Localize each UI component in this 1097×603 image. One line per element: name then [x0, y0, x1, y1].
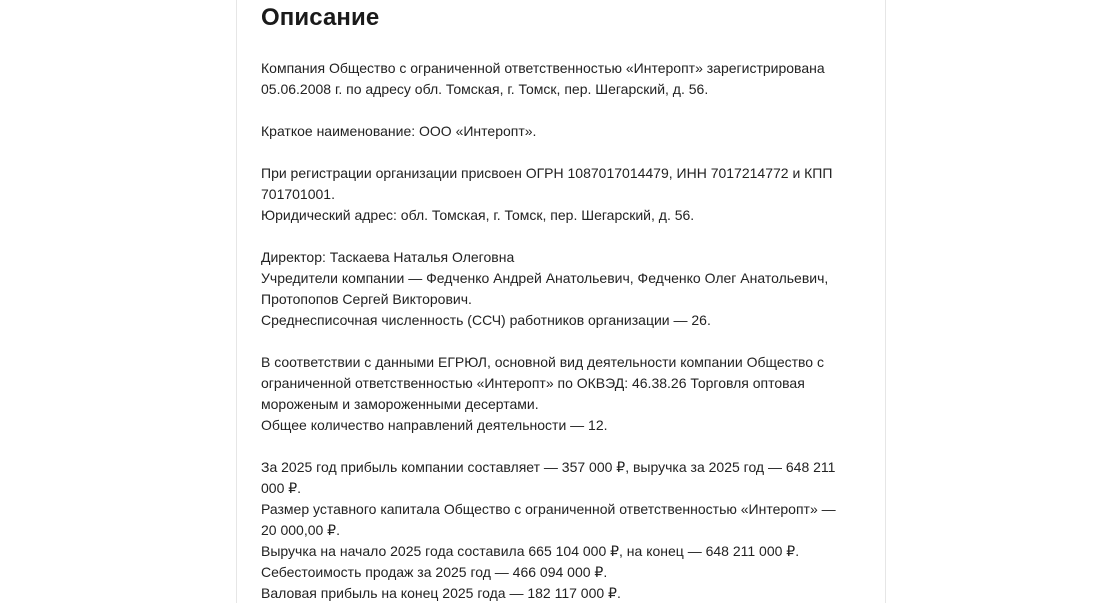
text-line: Учредители компании — Федченко Андрей Анатольевич, Федченко Олег Анатольевич, Протопопов Сергей Викторович.: [261, 270, 829, 307]
text-line: Общее количество направлений деятельности — 12.: [261, 417, 608, 433]
text-line: За 2025 год прибыль компании составляет — 357 000 ₽, выручка за 2025 год — 648 211 000 ₽.: [261, 459, 836, 496]
text-line: Размер уставного капитала Общество с ограниченной ответственностью «Интеропт» — 20 000,00 ₽.: [261, 501, 836, 538]
text-line: Валовая прибыль на конец 2025 года — 182 117 000 ₽.: [261, 585, 621, 601]
paragraph-activity: [261, 352, 851, 436]
text-line: Краткое наименование: ООО «Интеропт».: [261, 123, 537, 139]
paragraph-management: [261, 247, 851, 331]
description-content: [261, 2, 851, 603]
paragraph-identifiers: [261, 163, 851, 226]
text-line: Юридический адрес: обл. Томская, г. Томск, пер. Шегарский, д. 56.: [261, 207, 695, 223]
section-title: Описание: [261, 4, 380, 31]
text-line: Компания Общество с ограниченной ответственностью «Интеропт» зарегистрирована 05.06.2008 г. по адресу обл. Томская, г. Томск, пер. Шегарский, д. 56.: [261, 60, 825, 97]
text-line: При регистрации организации присвоен ОГРН 1087017014479, ИНН 7017214772 и КПП 701701001.: [261, 165, 833, 202]
text-line: Среднесписочная численность (ССЧ) работников организации — 26.: [261, 312, 711, 328]
paragraph-financials: [261, 457, 851, 603]
paragraph-short-name: [261, 121, 851, 142]
description-card: [236, 0, 886, 603]
text-line: Директор: Таскаева Наталья Олеговна: [261, 249, 515, 265]
text-line: Себестоимость продаж за 2025 год — 466 094 000 ₽.: [261, 564, 608, 580]
paragraph-registration: [261, 58, 851, 100]
text-line: Выручка на начало 2025 года составила 665 104 000 ₽, на конец — 648 211 000 ₽.: [261, 543, 800, 559]
text-line: В соответствии с данными ЕГРЮЛ, основной вид деятельности компании Общество с ограниченной ответственностью «Интеропт» по ОКВЭД: 46.38.26 Торговля оптовая мороженым и замороженными десертами.: [261, 354, 824, 412]
